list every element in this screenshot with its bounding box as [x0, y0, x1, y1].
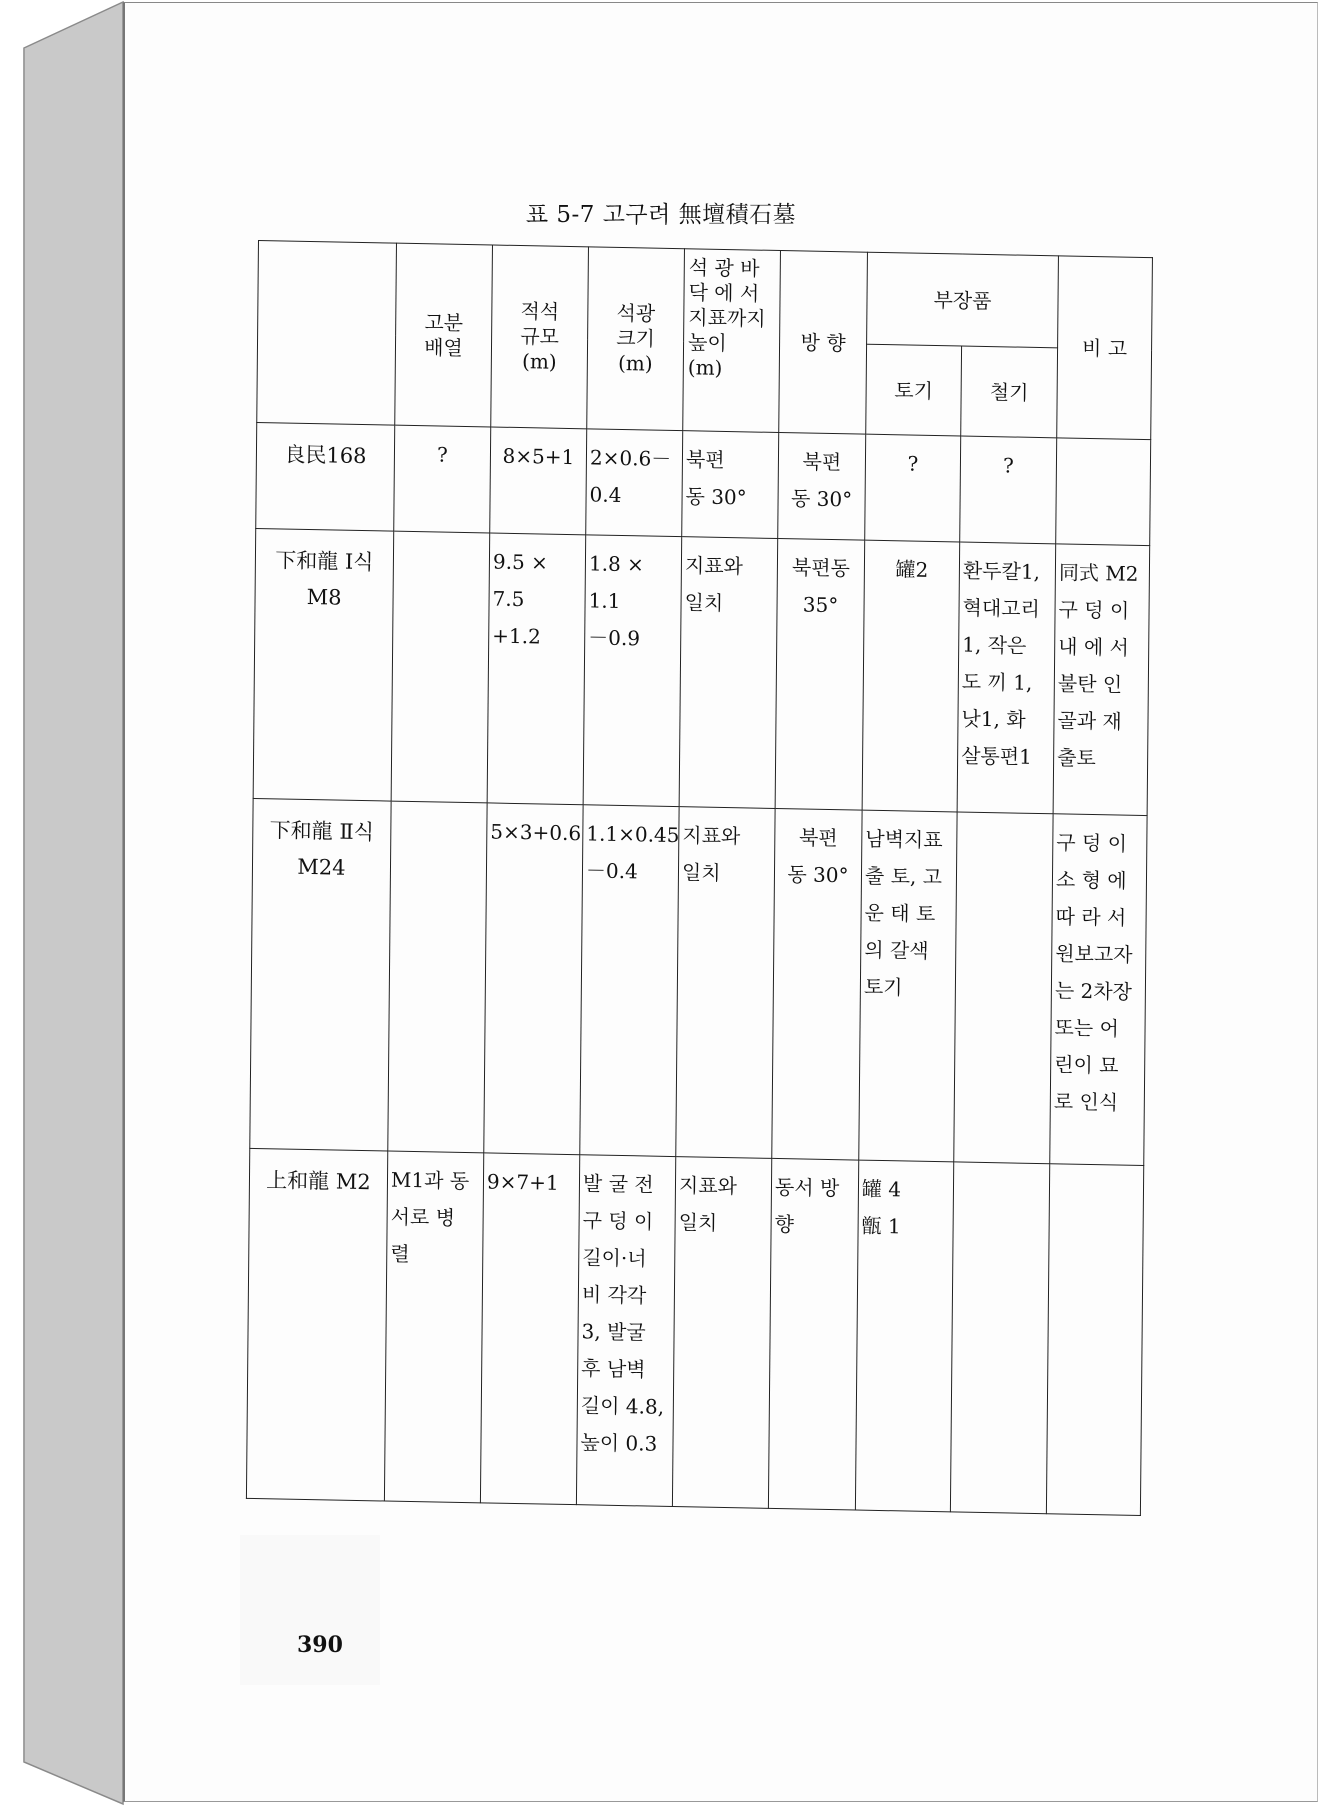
cell-chamber: 2×0.6－ 0.4 [586, 429, 683, 537]
header-chamber-size: 석광 크기 (m) [587, 247, 685, 431]
table-row [253, 528, 1150, 815]
header-direction: 방 향 [779, 251, 868, 435]
header-note: 비 고 [1057, 256, 1153, 440]
header-blank [257, 241, 397, 426]
header-pottery: 토기 [866, 344, 962, 436]
cell-note [1056, 438, 1151, 546]
cell-chamber: 발 굴 전 구 덩 이 길이·너 비 각각 3, 발굴 후 남벽 길이 4.8, 높이 0.3 [576, 1155, 675, 1507]
cell-iron [954, 812, 1053, 1164]
cell-height: 지표와 일치 [679, 537, 778, 809]
cell-chamber: 1.1×0.45 －0.4 [580, 805, 679, 1157]
cell-arrangement [391, 531, 490, 803]
header-row [258, 241, 1153, 350]
table-row [256, 422, 1151, 545]
page-smudge [240, 1535, 380, 1685]
cell-stone-scale: 5×3+0.6 [484, 803, 583, 1155]
header-iron: 철기 [961, 346, 1058, 438]
page-number: 390 [297, 1632, 343, 1658]
cell-direction: 북편 동 30° [778, 433, 866, 541]
table-row [246, 1148, 1143, 1515]
cell-note: 同式 M2 구 덩 이 내 에 서 불탄 인 골과 재 출토 [1053, 544, 1150, 816]
cell-arrangement: ? [394, 425, 491, 533]
cell-name: 下和龍 Ⅰ식 M8 [253, 528, 394, 801]
cell-height: 지표와 일치 [676, 807, 775, 1159]
header-stone-scale: 적석 규모 (m) [491, 245, 589, 429]
cell-note [1046, 1164, 1143, 1516]
cell-pottery: 罐2 [862, 540, 960, 812]
cell-direction: 동서 방향 [768, 1158, 858, 1510]
cell-stone-scale: 8×5+1 [490, 427, 587, 535]
cell-direction: 북편동 35° [775, 538, 865, 810]
cell-iron: ? [960, 436, 1057, 544]
cell-name: 良民168 [256, 422, 395, 531]
header-arrangement: 고분 배열 [395, 243, 493, 427]
cell-arrangement [388, 801, 487, 1153]
cell-iron: 환두칼1, 혁대고리 1, 작은 도 끼 1, 낫1, 화 살통편1 [957, 542, 1056, 814]
cell-pottery: 남벽지표 출 토, 고 운 태 토 의 갈색 토기 [859, 810, 957, 1162]
cell-stone-scale: 9×7+1 [480, 1153, 579, 1505]
cell-pottery: 罐 4 甑 1 [855, 1160, 953, 1512]
header-height: 석 광 바 닥 에 서 지표까지 높이 (m) [683, 249, 781, 433]
table-container [246, 240, 1152, 1516]
tomb-table [246, 240, 1153, 1516]
table-caption: 표 5-7 고구려 無壇積石墓 [525, 202, 797, 228]
cell-pottery: ? [865, 434, 961, 542]
header-burial-goods: 부장품 [867, 252, 1059, 348]
cell-stone-scale: 9.5 × 7.5 +1.2 [487, 533, 586, 805]
cell-height: 지표와 일치 [672, 1157, 771, 1509]
cell-name: 上和龍 M2 [246, 1148, 387, 1501]
table-row [250, 798, 1147, 1165]
cell-name: 下和龍 Ⅱ식 M24 [250, 798, 391, 1151]
cell-note: 구 덩 이 소 형 에 따 라 서 원보고자 는 2차장 또는 어 린이 묘 로 인식 [1050, 814, 1147, 1166]
cell-direction: 북편 동 30° [772, 808, 862, 1160]
cell-chamber: 1.8 × 1.1 －0.9 [583, 535, 682, 807]
cell-iron [950, 1162, 1049, 1514]
book-spine [0, 0, 125, 1806]
cell-height: 북편 동 30° [682, 431, 779, 539]
cell-arrangement: M1과 동 서로 병 렬 [384, 1151, 483, 1503]
